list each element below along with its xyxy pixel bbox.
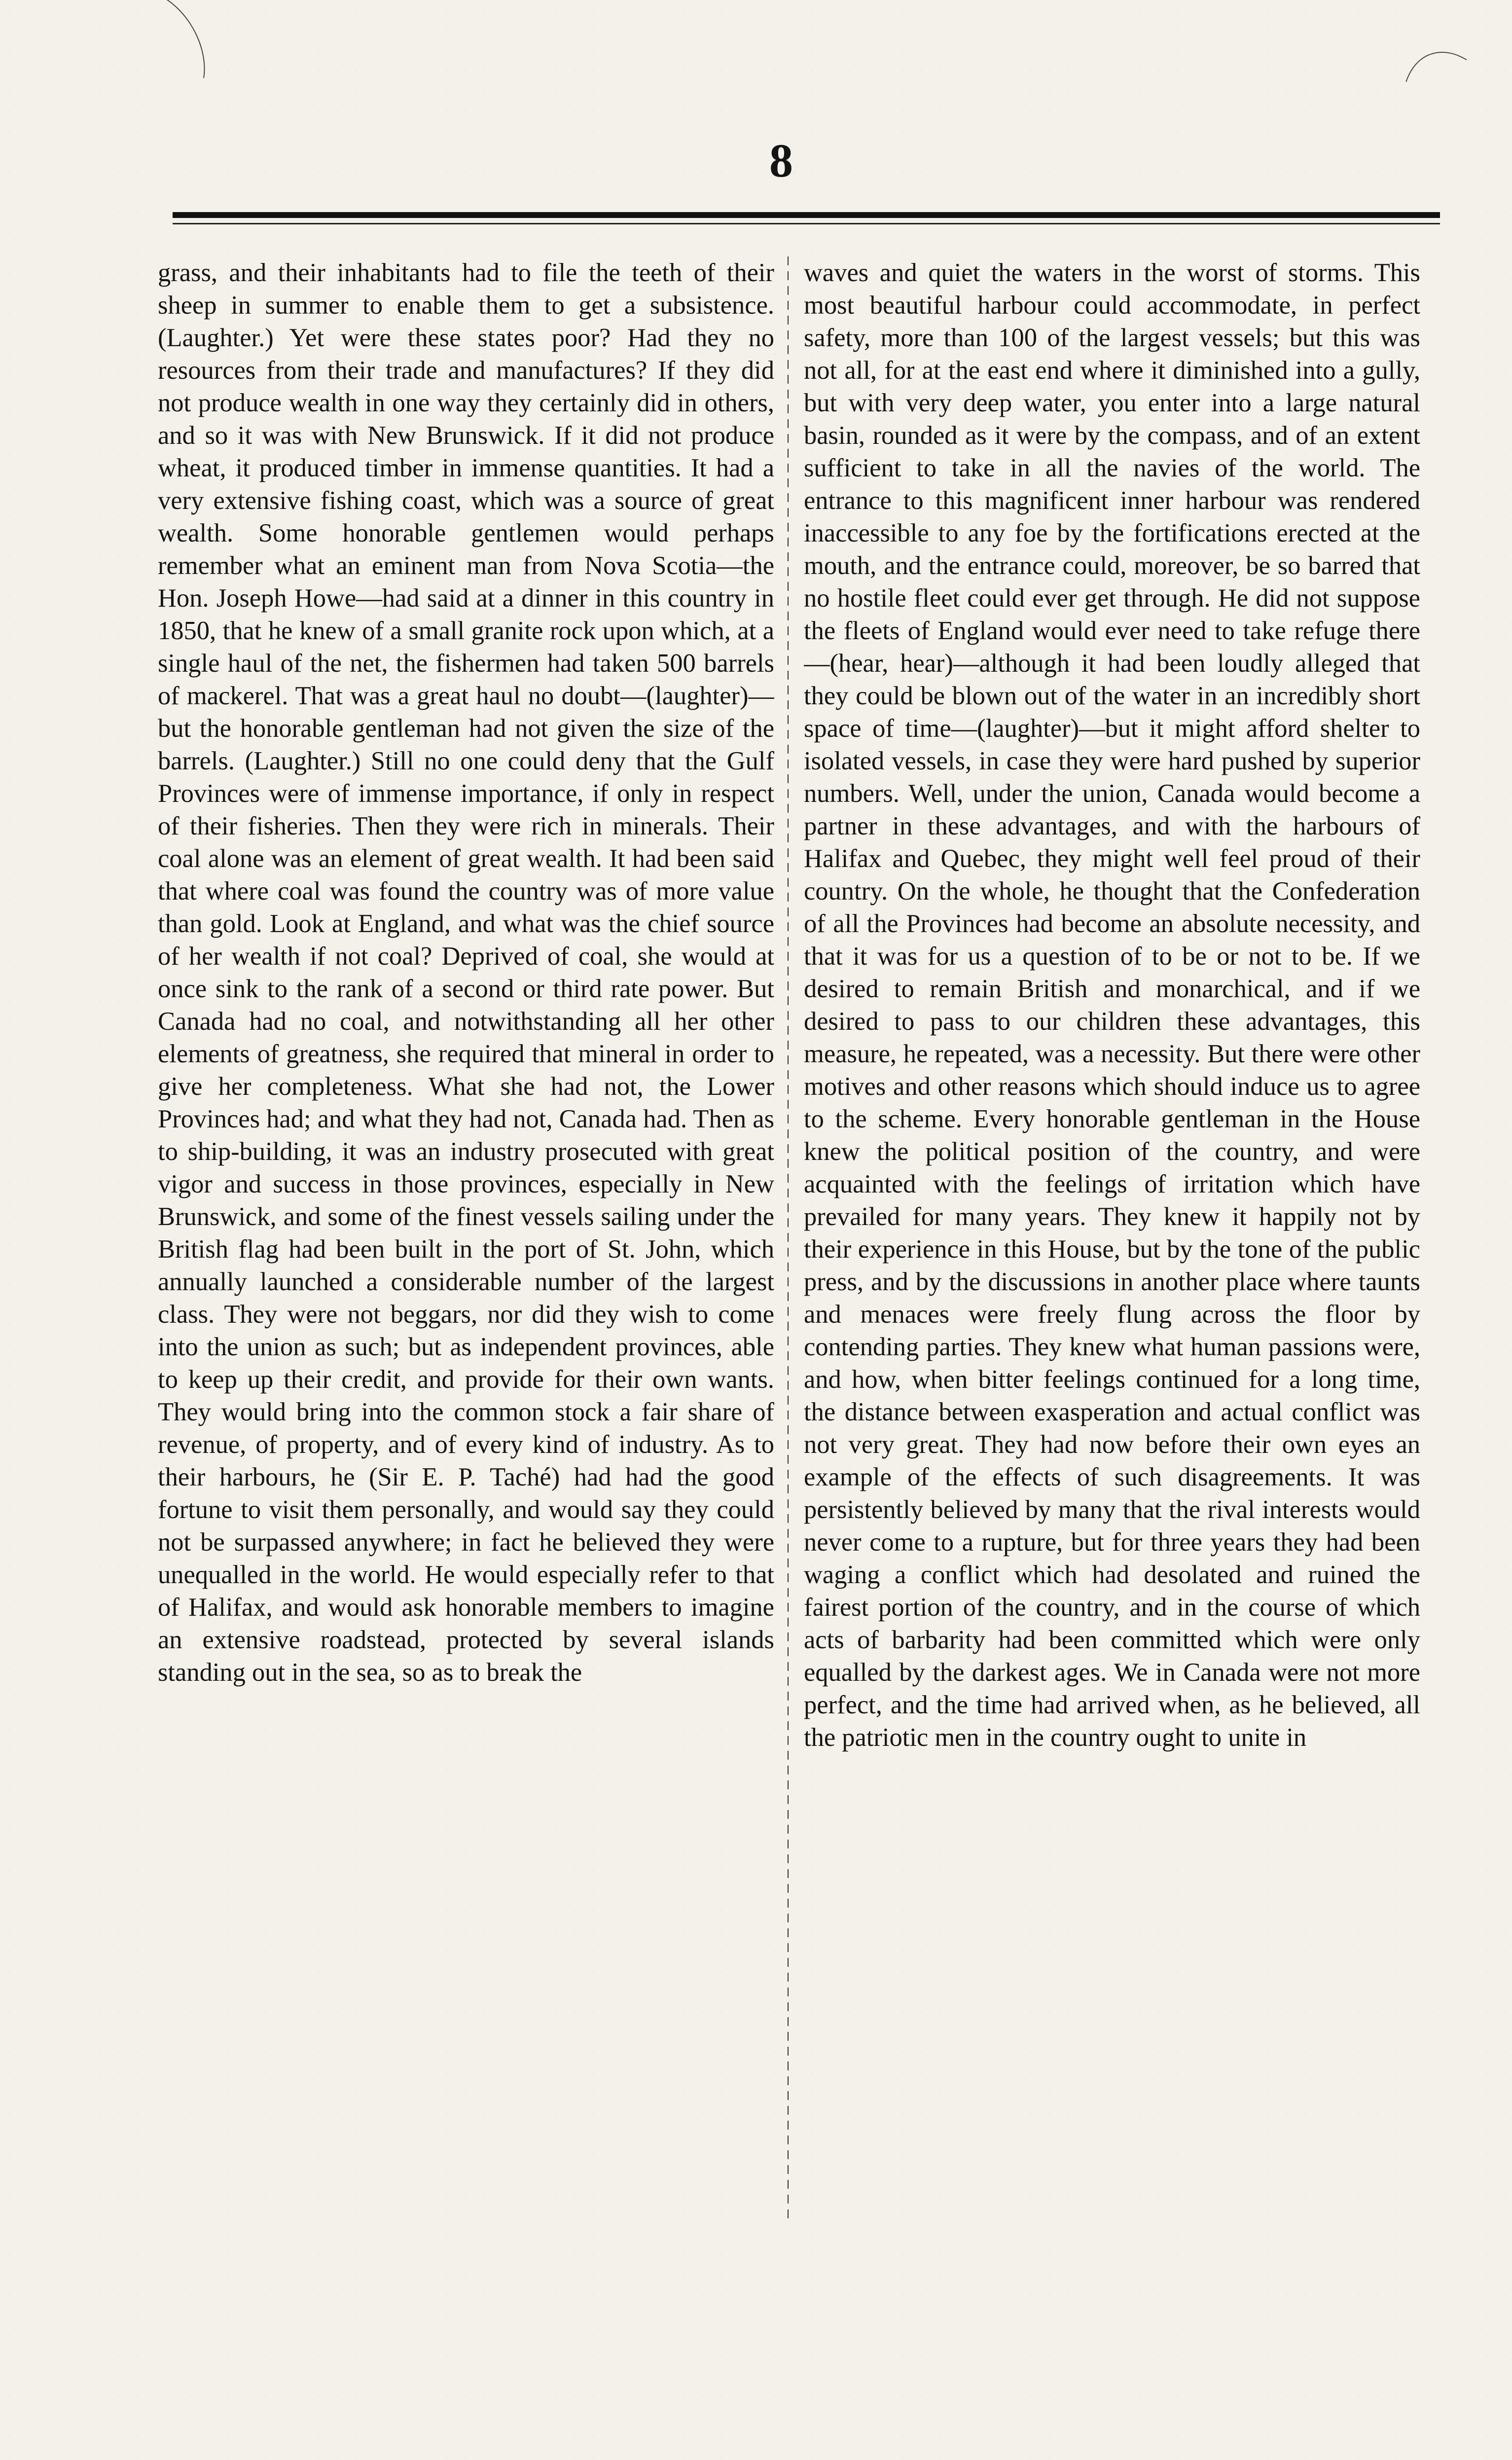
page-number: 8 — [769, 134, 794, 187]
header-rule — [173, 212, 1440, 218]
pencil-mark — [82, 0, 225, 129]
pencil-mark — [1383, 36, 1512, 212]
right-column — [804, 256, 1420, 2254]
column-divider — [788, 256, 789, 2224]
left-column — [158, 256, 774, 2254]
left-column-text: grass, and their inhabitants had to file the teeth of their sheep in summer to enable them to get a subsistence. (Laughter.) Yet were these states poor? Had they no resources from their trade and manufactures? If they did not produce wealth in one way they certainly did in others, and so it was with New Brunswick. If it did not produce wheat, it produced timber in immense quantities. It had a very extensive fishing coast, which was a source of great wealth. Some honorable gentlemen would perhaps remember what an eminent man from Nova Scotia—the Hon. Joseph Howe—had said at a dinner in this country in 1850, that he knew of a small granite rock upon which, at a single haul of the net, the fishermen had taken 500 barrels of mackerel. That was a great haul no doubt—(laughter)—but the honorable gentleman had not given the size of the barrels. (Laughter.) Still no one could deny that the Gulf Provinces were of immense importance, if only in respect of their fisheries. Then they were rich in minerals. Their coal alone was an element of great wealth. It had been said that where coal was found the country was of more value than gold. Look at England, and what was the chief source of her wealth if not coal? Deprived of coal, she would at once sink to the rank of a second or third rate power. But Canada had no coal, and notwithstanding all her other elements of greatness, she required that mineral in order to give her completeness. What she had not, the Lower Provinces had; and what they had not, Canada had. Then as to ship-building, it was an industry prosecuted with great vigor and success in those provinces, especially in New Brunswick, and some of the finest vessels sailing under the British flag had been built in the port of St. John, which annually launched a considerable number of the largest class. They were not beggars, nor did they wish to come into the union as such; but as independent provinces, able to keep up their credit, and provide for their own wants. They would bring into the common stock a fair share of revenue, of property, and of every kind of industry. As to their harbours, he (Sir E. P. Taché) had had the good fortune to visit them personally, and would say they could not be surpassed anywhere; in fact he believed they were unequalled in the world. He would especially refer to that of Halifax, and would ask honorable members to imagine an extensive roadstead, protected by several islands standing out in the sea, so as to break the — [158, 258, 774, 1687]
right-column-text: waves and quiet the waters in the worst of storms. This most beautiful harbour could accommodate, in perfect safety, more than 100 of the largest vessels; but this was not all, for at the east end where it diminished into a gully, but with very deep water, you enter into a large natural basin, rounded as it were by the compass, and of an extent sufficient to take in all the navies of the world. The entrance to this magnificent inner harbour was rendered inaccessible to any foe by the fortifications erected at the mouth, and the entrance could, moreover, be so barred that no hostile fleet could ever get through. He did not suppose the fleets of England would ever need to take refuge there—(hear, hear)—although it had been loudly alleged that they could be blown out of the water in an incredibly short space of time—(laughter)—but it might afford shelter to isolated vessels, in case they were hard pushed by superior numbers. Well, under the union, Canada would become a partner in these advantages, and with the harbours of Halifax and Quebec, they might well feel proud of their country. On the whole, he thought that the Confederation of all the Provinces had become an absolute necessity, and that it was for us a question of to be or not to be. If we desired to remain British and monarchical, and if we desired to pass to our children these advantages, this measure, he repeated, was a necessity. But there were other motives and other reasons which should induce us to agree to the scheme. Every honorable gentleman in the House knew the political position of the country, and were acquainted with the feelings of irritation which have prevailed for many years. They knew it happily not by their experience in this House, but by the tone of the public press, and by the discussions in another place where taunts and menaces were freely flung across the floor by contending parties. They knew what human passions were, and how, when bitter feelings continued for a long time, the distance between exasperation and actual conflict was not very great. They had now before their own eyes an example of the effects of such disagreements. It was persistently believed by many that the rival interests would never come to a rupture, but for three years they had been waging a conflict which had desolated and ruined the fairest portion of the country, and in the course of which acts of barbarity had been committed which were only equalled by the darkest ages. We in Canada were not more perfect, and the time had arrived when, as he believed, all the patriotic men in the country ought to unite in — [804, 258, 1420, 1752]
header-rule-thin — [173, 223, 1440, 224]
